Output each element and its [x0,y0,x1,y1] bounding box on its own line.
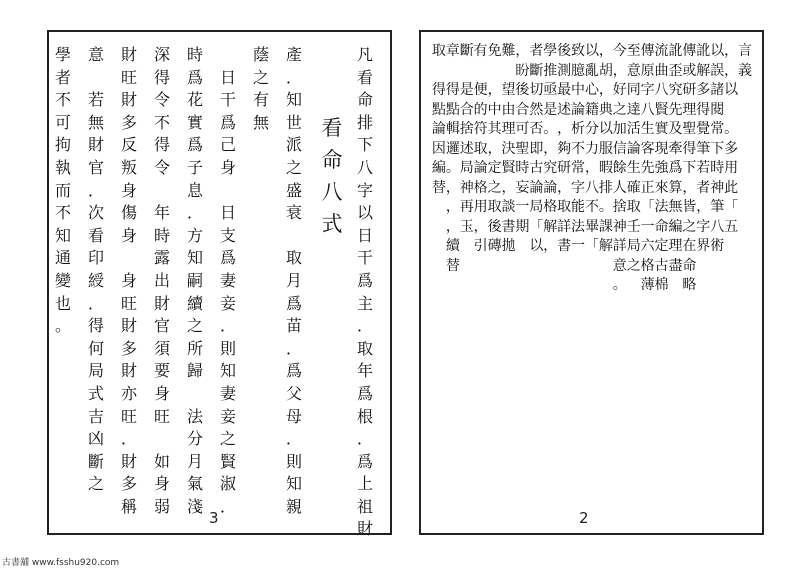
text-column: 者 斷 切 然 否 即 古 論 局 「 以 [529,43,544,254]
text-column: 訛 解 多 得 覺 筆 若 者 ， 字 界 [696,43,711,254]
text-column: 凡 看 命 排 下 八 字 以 日 干 爲 主 ． 取 年 爲 根 ． 爲 上 祖 財 [356,45,373,539]
text-column: 免 ， 中 其 ， 定 之 取 後 磚 [487,43,502,254]
text-column: 言 義 [738,43,752,79]
footer-watermark: 古書舖 www.fsshu920.com [2,558,120,568]
left-page-number: 3 [209,509,219,527]
text-column: 後 測 最 述 ， 夠 研 ， 取 詳 書 [557,43,572,254]
text-column: 產 ． 知 世 派 之 盛 衰 取 月 爲 苗 ． 爲 父 母 ． 則 知 親 [285,45,302,516]
text-column: 流 曲 八 賢 實 現 強 來 法 命 定 古 棉 [654,43,669,293]
text-column: 今 ， 好 之 加 信 餘 人 捨 神 詳 意 。 [612,43,627,293]
text-column: 訛 歪 究 先 及 牽 爲 算 無 編 理 盡 [668,43,683,274]
text-column: 以 誤 諸 閱 常 下 時 神 筆 八 術 [710,43,725,254]
text-column: 財 旺 財 多 反 叛 身 傷 身 身 旺 財 多 財 亦 旺 ． 財 多 稱 [120,45,137,516]
text-column: 斷 是 合 捨 述 局 神 再 玉 [459,43,474,235]
text-column: ， ， 以 。 多 用 此 「 五 [724,43,739,235]
text-column: 深 得 令 不 得 令 年 時 露 出 財 官 須 要 身 旺 如 身 弱 [153,45,170,516]
text-column: 致 臆 中 論 析 不 常 字 能 法 一 [571,43,586,254]
text-column: 難 望 由 理 決 賢 ， 談 書 拋 [501,43,516,254]
left-page-title: 看 命 八 式 [321,116,343,236]
text-column: 有 便 的 符 取 論 格 用 ， 引 [473,43,488,254]
text-column: 傳 原 字 八 生 客 先 正 「 一 六 格 薄 [640,43,655,293]
text-column: 至 意 同 達 活 論 生 確 取 壬 局 之 [626,43,641,274]
text-column: 時 爲 花 實 爲 子 息 ． 方 知 嗣 續 之 所 歸 法 分 月 氣 淺 [186,45,203,516]
text-column: 學 推 亟 是 。 ， 究 論 格 解 ， [543,43,558,254]
text-column: 日 干 爲 己 身 日 支 爲 妻 妾 ． 則 知 妻 妾 之 賢 淑 ． [219,67,236,516]
text-column: 取 得 點 論 因 編 替 [431,43,446,196]
text-column: 學 者 不 可 拘 執 而 不 知 通 變 也 。 [54,45,71,336]
right-page-number: 2 [579,509,589,527]
text-column: 意 若 無 財 官 ． 次 看 印 綬 ． 得 何 局 式 吉 凶 斷 之 [87,45,104,494]
text-column: ， 胡 ， 典 以 服 暇 排 。 課 解 [598,43,613,254]
text-column: 傳 或 研 理 聖 得 下 ， 皆 之 在 命 略 [682,43,697,293]
left-page [47,30,392,539]
text-column: 以 亂 心 籍 分 力 ， 八 不 畢 「 [584,43,599,254]
text-column: 章 得 點 輯 邏 。 ， ， ， 續 替 [445,43,460,274]
right-page [419,30,764,535]
text-column: ， 盼 後 合 可 聖 時 妄 一 期 [515,43,530,235]
text-column: 蔭 之 有 無 [252,45,269,132]
